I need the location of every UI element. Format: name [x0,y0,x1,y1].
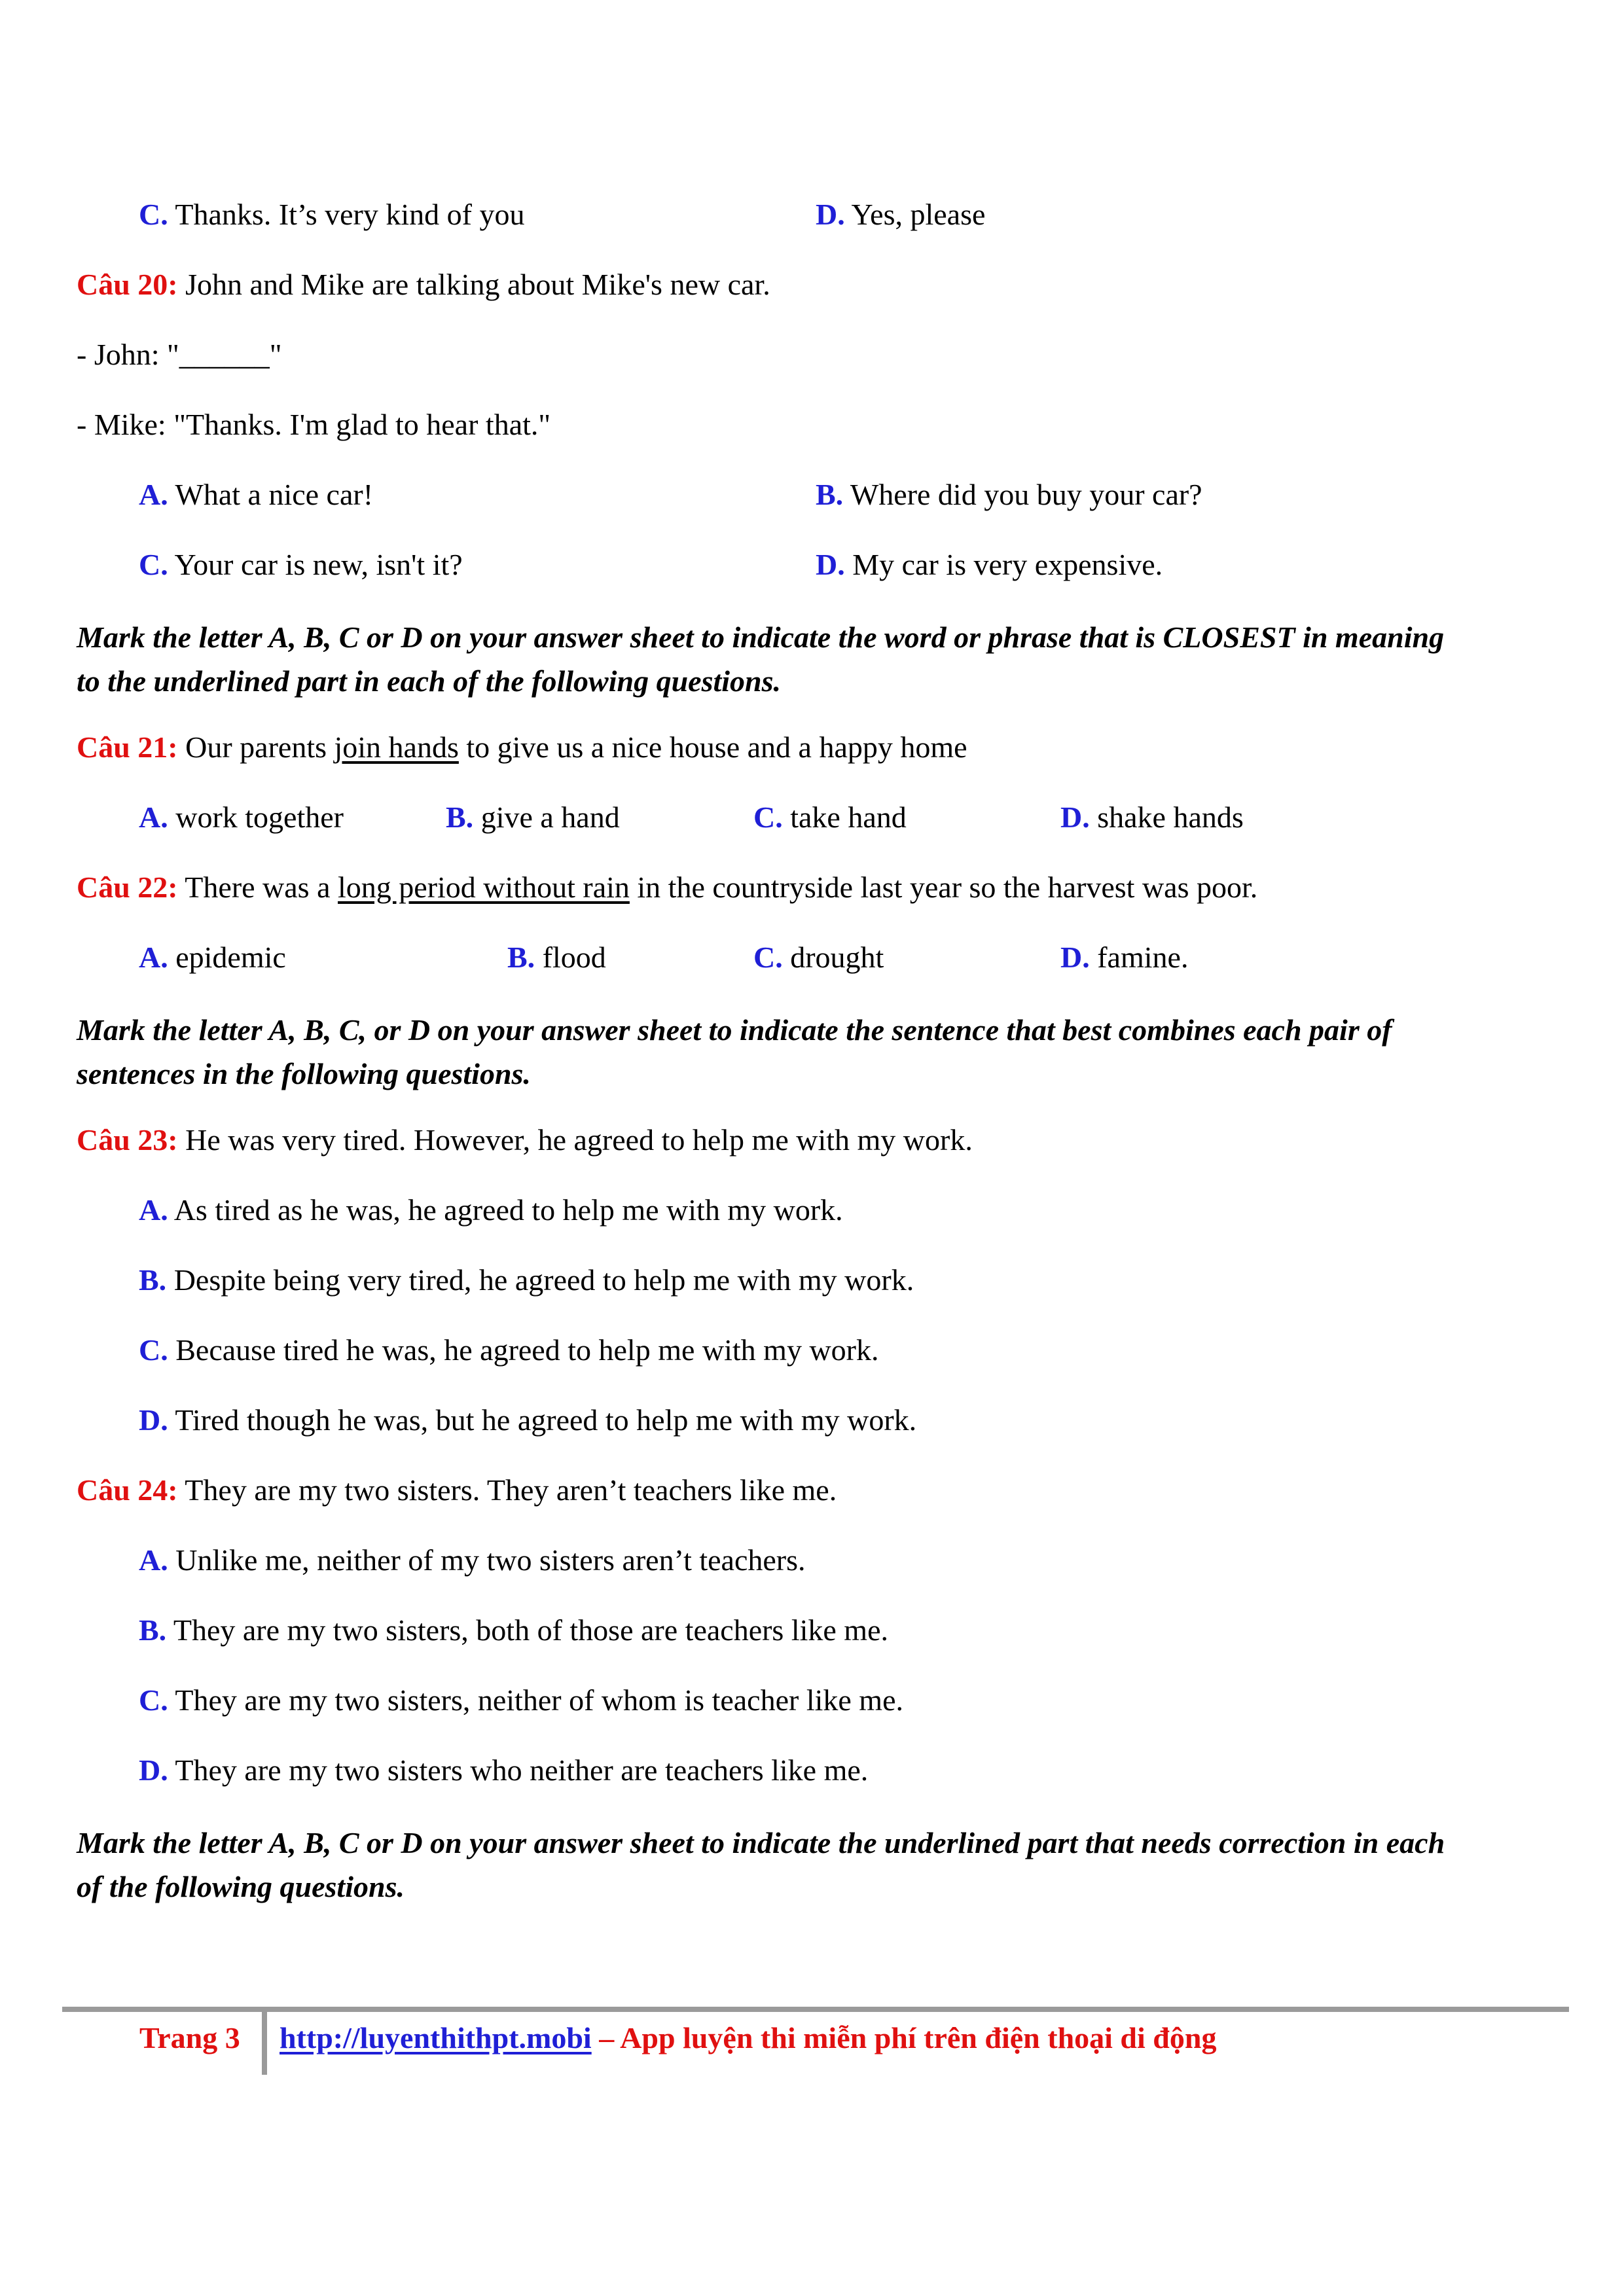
option-label: C. [753,941,783,974]
option-text: Despite being very tired, he agreed to help me with my work. [173,1263,914,1297]
question-stem: John and Mike are talking about Mike's new car. [185,268,770,301]
option-label: C. [139,198,168,231]
option-text: Because tired he was, he agreed to help me with my work. [175,1333,879,1367]
footer-tagline: – App luyện thi miễn phí trên điện thoại di động [591,2021,1217,2054]
option-text: flood [542,941,606,974]
q23-option-c [139,1332,879,1369]
q24-option-a [139,1542,806,1579]
q19-option-c [139,196,524,233]
option-label: A. [139,1193,168,1227]
instruction-line: Mark the letter A, B, C, or D on your answer sheet to indicate the sentence that best combines each pair of [77,1013,1392,1047]
question-number: Câu 22: [77,870,178,904]
question-number: Câu 24: [77,1473,178,1507]
q24-option-c [139,1682,903,1719]
instruction-combine-sentences [77,1008,1555,1096]
q23-option-a [139,1192,843,1229]
option-text: Unlike me, neither of my two sisters aren’t teachers. [175,1543,806,1577]
question-23 [77,1122,1572,1158]
footer-divider [62,2007,1569,2012]
instruction-error-correction [77,1821,1555,1909]
option-text: Where did you buy your car? [850,478,1202,511]
dialogue-line-john: - John: "______" [77,338,282,371]
option-label: D. [816,198,845,231]
option-label: D. [1060,800,1090,834]
instruction-line: of the following questions. [77,1870,405,1903]
option-text: Thanks. It’s very kind of you [175,198,525,231]
option-text: As tired as he was, he agreed to help me with my work. [173,1193,843,1227]
q22-option-d [1060,939,1188,976]
q22-option-b [507,939,606,976]
option-label: A. [139,478,168,511]
website-link[interactable]: http://luyenthithpt.mobi [280,2021,592,2054]
question-stem-post: in the countryside last year so the harvest was poor. [637,870,1258,904]
question-number: Câu 20: [77,268,178,301]
instruction-line: Mark the letter A, B, C or D on your answer sheet to indicate the underlined part that needs correction in each [77,1826,1445,1859]
question-stem-pre: Our parents [185,730,327,764]
option-label: A. [139,1543,168,1577]
option-label: B. [139,1613,167,1647]
question-stem: They are my two sisters. They aren’t teachers like me. [185,1473,837,1507]
dialogue-line-mike: - Mike: "Thanks. I'm glad to hear that." [77,408,551,441]
option-text: Yes, please [851,198,986,231]
q20-option-a [139,476,373,513]
q19-option-d [816,196,985,233]
q21-option-a [139,799,344,836]
option-label: D. [139,1753,168,1787]
option-text: They are my two sisters, both of those are teachers like me. [173,1613,888,1647]
option-label: A. [139,800,168,834]
q20-option-c [139,547,463,583]
q22-option-c [753,939,884,976]
option-text: What a nice car! [175,478,374,511]
question-21 [77,729,1572,766]
option-text: drought [790,941,884,974]
option-text: shake hands [1097,800,1244,834]
footer-separator [262,2012,267,2075]
option-label: D. [1060,941,1090,974]
option-text: give a hand [480,800,620,834]
instruction-line: to the underlined part in each of the following questions. [77,664,782,698]
option-label: B. [507,941,535,974]
q23-option-b [139,1262,914,1299]
underlined-phrase: long period without rain [338,870,630,904]
question-stem-pre: There was a [185,870,331,904]
question-number: Câu 23: [77,1123,178,1157]
question-20 [77,266,1572,303]
option-text: My car is very expensive. [852,548,1163,581]
option-label: D. [816,548,845,581]
q24-option-b [139,1612,888,1649]
q21-option-b [446,799,620,836]
option-label: C. [139,548,168,581]
option-text: Your car is new, isn't it? [174,548,463,581]
option-label: B. [816,478,844,511]
q20-option-b [816,476,1202,513]
instruction-closest-meaning [77,615,1555,703]
option-text: take hand [790,800,907,834]
option-label: A. [139,941,168,974]
q24-option-d [139,1752,868,1789]
option-label: B. [139,1263,167,1297]
instruction-line: Mark the letter A, B, C or D on your answer sheet to indicate the word or phrase that is CLOSEST in meaning [77,620,1445,654]
option-text: famine. [1097,941,1189,974]
option-label: B. [446,800,474,834]
q22-option-a [139,939,286,976]
q21-option-c [753,799,907,836]
option-text: They are my two sisters who neither are teachers like me. [175,1753,869,1787]
option-label: C. [139,1333,168,1367]
option-label: C. [139,1683,168,1717]
q20-option-d [816,547,1163,583]
option-label: C. [753,800,783,834]
option-text: They are my two sisters, neither of whom is teacher like me. [175,1683,904,1717]
instruction-line: sentences in the following questions. [77,1057,531,1090]
option-text: Tired though he was, but he agreed to help me with my work. [175,1403,917,1437]
q23-option-d [139,1402,916,1439]
page-number: Trang 3 [139,2021,240,2054]
question-stem-post: to give us a nice house and a happy home [466,730,967,764]
question-22 [77,869,1572,906]
option-label: D. [139,1403,168,1437]
footer-text [280,2017,1216,2059]
question-stem: He was very tired. However, he agreed to help me with my work. [185,1123,973,1157]
question-24 [77,1472,1572,1509]
option-text: work together [175,800,344,834]
question-number: Câu 21: [77,730,178,764]
option-text: epidemic [175,941,286,974]
underlined-phrase: join hands [334,730,459,764]
q21-option-d [1060,799,1244,836]
